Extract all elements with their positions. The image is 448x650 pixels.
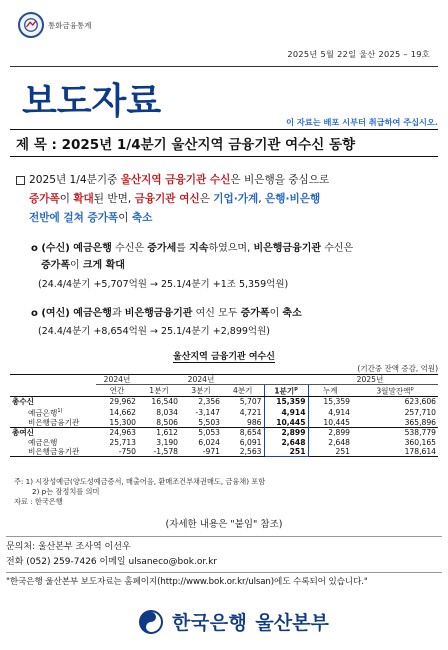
table-cell: 25,713 [109, 437, 136, 447]
header-group-2025: 2025년 [264, 375, 438, 385]
text-run: 이 [269, 308, 283, 319]
text-run: 증가폭 [29, 193, 60, 205]
table-cell: 4,914 [264, 407, 308, 418]
text-run: 하였으며, [208, 243, 254, 254]
checkbox-bullet-icon [16, 176, 25, 185]
text-run: o (수신) 예금은행 [31, 243, 112, 254]
col-header: 1분기 [138, 385, 180, 397]
col-header-text: 3월말잔액 [376, 386, 411, 396]
embargo-notice: 이 자료는 배포 시부터 취급하여 주십시오. [286, 117, 438, 127]
table-cell: 4,721 [239, 407, 262, 417]
row-label-text: 예금은행 [28, 437, 58, 447]
divider [10, 129, 438, 130]
row-label-text: 총수신 [12, 397, 35, 407]
row-label [10, 397, 96, 407]
brand-caption: 통화금융통계 [48, 20, 92, 30]
table-cell: 15,359 [323, 397, 350, 407]
subject-line: 제 목 : 2025년 1/4분기 울산지역 금융기관 여수신 동향 [16, 137, 356, 153]
col-header-sup: p [410, 386, 414, 393]
contact-person: 문의처: 울산본부 조사역 이선우 [6, 542, 131, 552]
col-header-balance [352, 385, 438, 397]
row-label-text: 비은행금융기관 [28, 446, 80, 456]
text-run: 지속 [189, 243, 209, 254]
summary-paragraph [16, 171, 440, 228]
text-run: 기업·가계 [213, 193, 259, 205]
text-run: 비은행금융기관 [124, 308, 193, 319]
table-unit: (기간중 잔액 증감, 억원) [357, 364, 438, 373]
row-label-text: 예금은행 [28, 408, 58, 418]
col-header-text: 1분기 [274, 386, 295, 396]
table-cell: 2,899 [308, 428, 352, 438]
table-cell: 14,662 [109, 407, 136, 417]
text-run: 울산지역 금융기관 수신 [120, 174, 231, 186]
table-cell: 8,034 [156, 407, 178, 417]
deposits-loans-table [10, 374, 438, 457]
table-cell: 15,359 [264, 397, 308, 407]
table-cell: 29,962 [109, 397, 136, 407]
text-run: o (여신) 예금은행 [31, 308, 112, 319]
text-run: 축소 [131, 212, 153, 224]
text-run: 증가폭 [41, 260, 70, 271]
table-cell: 24,963 [96, 428, 138, 438]
table-cell: 538,779 [352, 428, 438, 438]
col-header: 4분기 [222, 385, 264, 397]
col-header-q1-2025 [264, 385, 308, 397]
detail-reference: (자세한 내용은 "붙임" 참조) [165, 519, 283, 530]
table-cell: 16,540 [151, 397, 178, 407]
table-cell: 4,914 [328, 407, 350, 417]
text-run: 과 [111, 308, 125, 319]
col-header: 3분기 [180, 385, 222, 397]
row-label [10, 407, 96, 418]
col-header: 누계 [308, 385, 352, 397]
table-cell: 251 [308, 447, 352, 457]
table-cell: 2,356 [198, 397, 220, 407]
table-cell: 2,648 [264, 438, 308, 447]
text-run: 은행·비은행 [265, 193, 321, 205]
text-run: 수신은 [111, 243, 148, 254]
table-cell: 8,506 [156, 417, 178, 427]
table-cell: -1,578 [138, 447, 180, 457]
note-2: 2) p는 잠정치를 의미 [32, 487, 100, 496]
text-run: 이 [118, 212, 132, 224]
note-1: 주: 1) 시장성예금(양도성예금증서, 매출어음, 환매조건부채권매도, 금융채) 포함 [14, 477, 266, 486]
contact-phone-email: 전화 (052) 259-7426 이메일 ulsaneco@bok.or.kr [6, 557, 217, 567]
contact-info [6, 540, 217, 570]
table-cell: 8,654 [222, 428, 264, 438]
text-run: 확대 [73, 193, 94, 205]
table-cell: 365,896 [404, 417, 436, 427]
table-notes [14, 477, 265, 507]
branch-name: 울산본부 [255, 612, 329, 634]
text-run: 수신은 [321, 243, 354, 254]
table-row [10, 447, 438, 457]
table-cell: -971 [180, 447, 222, 457]
text-run: 여신 모두 [192, 308, 241, 319]
loan-bullet [31, 305, 443, 322]
header-cell [10, 385, 96, 397]
table-cell: 10,445 [323, 417, 350, 427]
table-cell: 10,445 [264, 418, 308, 428]
table-cell: 2,648 [328, 437, 350, 447]
row-label [10, 447, 96, 457]
dateline: 2025년 5월 22일 울산 2025 – 19호 [287, 49, 430, 59]
text-run: 은 비은행을 중심으로 [230, 174, 330, 186]
divider [6, 572, 442, 573]
press-release-title: 보도자료 [22, 81, 162, 122]
loan-detail: (24.4/4분기 +8,654억원 → 25.1/4분기 +2,899억원) [38, 326, 270, 337]
table-cell: 2,899 [264, 428, 308, 438]
deposit-bullet [31, 240, 443, 274]
table-cell: 360,165 [404, 437, 436, 447]
table-cell: 6,024 [198, 437, 220, 447]
table-title-text: 울산지역 금융기관 여수신 [173, 352, 275, 362]
table-cell: 5,503 [198, 417, 220, 427]
text-run: 전반에 걸쳐 증가폭 [29, 212, 119, 224]
header-group-2024-quarters: 2024년 [138, 375, 264, 385]
divider [10, 156, 438, 157]
row-label [10, 418, 96, 428]
stats-logo [18, 12, 91, 38]
row-label [10, 438, 96, 447]
bank-of-korea-logo [138, 608, 329, 635]
table-cell: 15,300 [109, 417, 136, 427]
table-cell: 251 [264, 447, 308, 457]
table-row [10, 397, 438, 407]
table-cell: 5,707 [239, 397, 262, 407]
table-cell: 6,091 [239, 437, 262, 447]
table-cell: 1,612 [138, 428, 180, 438]
table-cell: 623,606 [404, 397, 436, 407]
note-source: 자료 : 한국은행 [14, 497, 63, 506]
row-label-text: 비은행금융기관 [28, 417, 80, 427]
table-title [0, 349, 448, 362]
text-run: , [258, 193, 266, 205]
table-row [10, 438, 438, 447]
table-row [10, 407, 438, 418]
table-cell: 178,614 [352, 447, 438, 457]
statistics-seal-icon [18, 12, 44, 38]
text-run: 된 반면, [93, 193, 135, 205]
col-header: 연간 [96, 385, 138, 397]
table-cell: 986 [247, 417, 262, 427]
text-run: 2025년 1/4분기중 [29, 174, 121, 186]
row-label [10, 428, 96, 438]
header-group-2024: 2024년 [96, 375, 138, 385]
table-cell: 3,190 [156, 437, 178, 447]
text-run: 이 [69, 260, 83, 271]
table-row [10, 428, 438, 438]
divider [10, 66, 438, 67]
text-run: 를 [176, 243, 190, 254]
text-run: 증가폭 [240, 308, 270, 319]
text-run: 금융기관 여신 [134, 193, 200, 205]
table-cell: 257,710 [404, 407, 436, 417]
row-label-text: 총여신 [12, 428, 35, 438]
text-run: 크게 확대 [82, 260, 125, 271]
table-cell: -750 [96, 447, 138, 457]
col-header-sup: p [294, 386, 298, 393]
homepage-notice: "한국은행 울산본부 보도자료는 홈페이지(http://www.bok.or.kr/ulsan)에도 수록되어 있습니다." [6, 577, 368, 587]
deposit-detail: (24.4/4분기 +5,707억원 → 25.1/4분기 +1조 5,359억원) [38, 279, 289, 290]
text-run: 비은행금융기관 [253, 243, 322, 254]
row-label-sup: 1) [57, 407, 63, 414]
divider [6, 536, 442, 537]
text-run: 증가세 [147, 243, 177, 254]
table-row [10, 418, 438, 428]
bok-emblem-icon [138, 609, 164, 635]
bank-name: 한국은행 [172, 612, 248, 634]
table-cell: 5,053 [180, 428, 222, 438]
header-cell [10, 375, 96, 385]
table-cell: -3,147 [195, 407, 220, 417]
table-cell: 2,563 [222, 447, 264, 457]
text-run: 축소 [282, 308, 302, 319]
text-run: 이 [59, 193, 74, 205]
text-run: 은 [199, 193, 214, 205]
